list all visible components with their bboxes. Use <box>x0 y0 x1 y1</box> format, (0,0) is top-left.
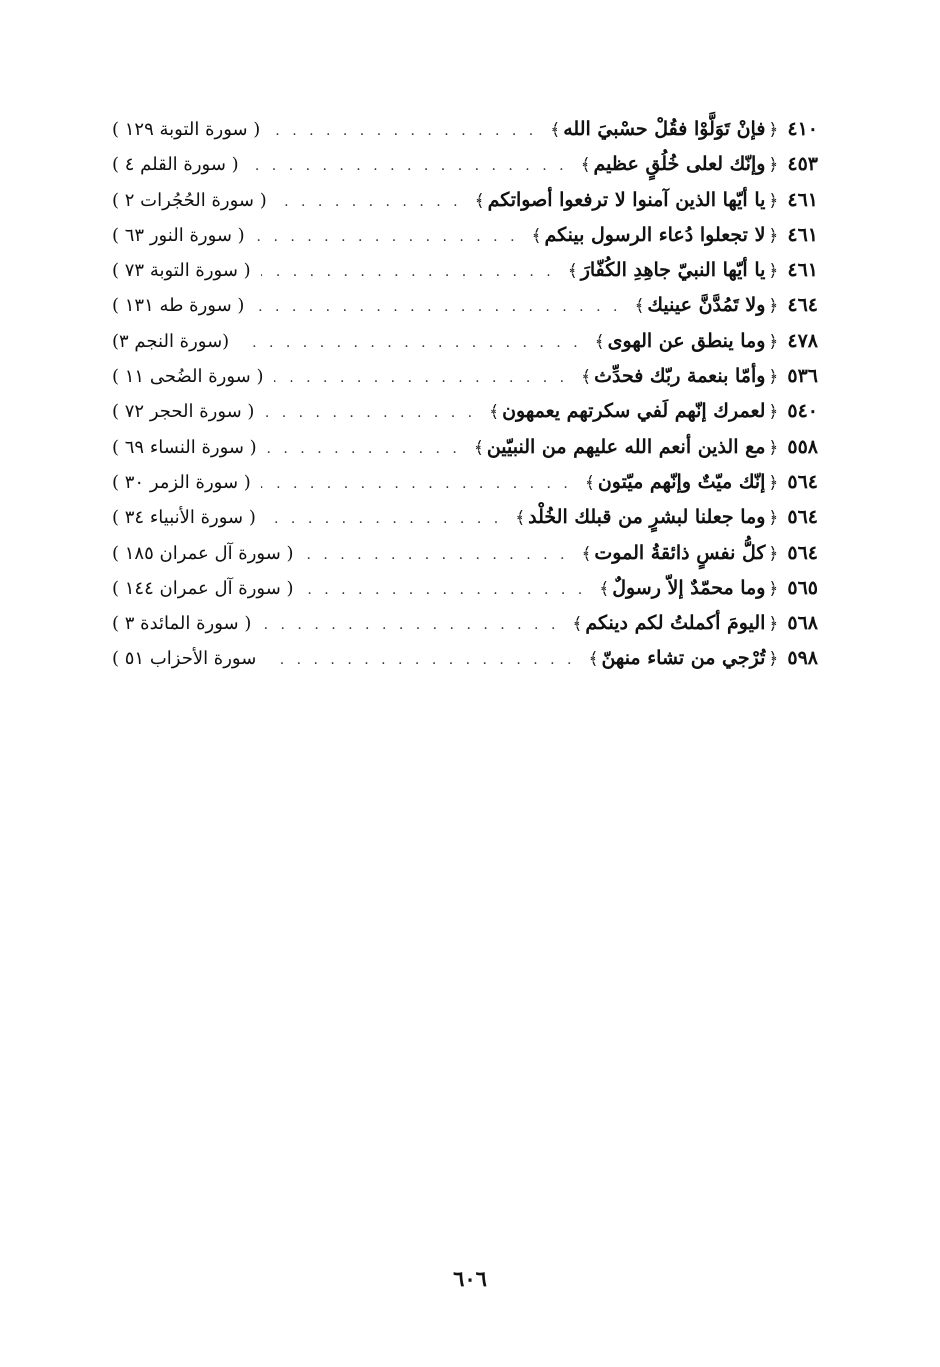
verse-close-bracket: ﴾ <box>531 225 542 246</box>
verse-text: تُرْجي من تشاء منهنّ <box>601 647 766 670</box>
index-entry <box>112 641 818 676</box>
index-entry <box>112 500 818 535</box>
entry-surah-reference: ( سورة آل عمران ١٤٤ ) <box>112 577 294 599</box>
dot-leader <box>270 114 537 149</box>
index-entry <box>112 324 818 359</box>
verse-text: يا أيّها النبيّ جاهِدِ الكُفّارَ <box>580 259 766 282</box>
verse-open-bracket: ﴿ <box>768 472 779 493</box>
dot-leader <box>274 361 569 396</box>
entry-verse <box>596 571 781 607</box>
entry-surah-reference: ( سورة آل عمران ١٨٥ ) <box>112 542 294 564</box>
index-entry <box>112 430 818 465</box>
entry-surah-reference: ( سورة التوبة ٧٣ ) <box>112 260 251 282</box>
index-entry <box>112 359 818 394</box>
verse-close-bracket: ﴾ <box>473 437 484 458</box>
verse-open-bracket: ﴿ <box>768 649 779 670</box>
index-entry <box>112 253 818 288</box>
entry-verse <box>578 147 782 183</box>
entry-page-number: ٥٦٤ <box>787 506 818 529</box>
index-entry <box>112 112 818 147</box>
verse-open-bracket: ﴿ <box>768 614 779 635</box>
verse-close-bracket: ﴾ <box>550 120 561 140</box>
entry-verse <box>582 465 782 501</box>
dot-leader <box>261 608 559 643</box>
index-entry <box>112 183 818 218</box>
entry-verse <box>512 500 781 536</box>
entry-verse <box>547 112 781 148</box>
dot-leader <box>261 255 555 290</box>
index-entry <box>112 465 818 500</box>
entry-verse <box>592 324 782 360</box>
entry-page-number: ٤١٠ <box>787 118 818 140</box>
index-entry <box>112 218 818 253</box>
verse-open-bracket: ﴿ <box>768 120 779 140</box>
dot-leader <box>239 326 581 361</box>
dot-leader <box>277 185 462 220</box>
verse-text: وإنّك لعلى خُلُقٍ عظيم <box>593 153 766 176</box>
entry-page-number: ٥٥٨ <box>787 435 818 458</box>
verse-text: مع الذين أنعم الله عليهم من النبيّين <box>486 435 766 458</box>
entry-surah-reference: ( سورة الحجر ٧٢ ) <box>112 401 255 423</box>
entry-verse <box>569 606 781 642</box>
verse-open-bracket: ﴿ <box>768 155 779 176</box>
verse-close-bracket: ﴾ <box>584 472 595 493</box>
entry-surah-reference: ( سورة الأنبياء ٣٤ ) <box>112 507 256 529</box>
entry-verse <box>471 430 782 466</box>
entry-page-number: ٤٦١ <box>787 259 818 282</box>
index-entry <box>112 394 818 429</box>
verse-close-bracket: ﴾ <box>634 296 645 317</box>
verse-text: وما محمّدٌ إلاّ رسولٌ <box>612 576 766 599</box>
entry-page-number: ٤٧٨ <box>787 329 818 352</box>
page-number: ٦٠٦ <box>453 1266 487 1291</box>
entry-surah-reference: سورة الأحزاب ٥١ ) <box>112 648 257 670</box>
verse-open-bracket: ﴿ <box>768 367 779 388</box>
verse-close-bracket: ﴾ <box>581 543 592 564</box>
entry-page-number: ٥٣٦ <box>787 365 818 388</box>
entry-surah-reference: ( سورة المائدة ٣ ) <box>112 613 252 635</box>
dot-leader <box>249 149 568 184</box>
verse-close-bracket: ﴾ <box>474 190 485 211</box>
verse-text: وما ينطق عن الهوى <box>607 329 766 352</box>
verse-close-bracket: ﴾ <box>572 614 583 635</box>
entry-verse <box>631 288 781 324</box>
entry-page-number: ٤٥٣ <box>787 153 818 176</box>
verse-text: يا أيّها الذين آمنوا لا ترفعوا أصواتكم <box>487 188 766 211</box>
index-entry <box>112 536 818 571</box>
dot-leader <box>264 396 476 431</box>
verse-text: وما جعلنا لبشرٍ من قبلك الخُلْد <box>528 506 766 529</box>
index-entry <box>112 288 818 323</box>
verse-close-bracket: ﴾ <box>599 578 610 599</box>
entry-verse <box>486 394 781 430</box>
entry-surah-reference: ( سورة طه ١٣١ ) <box>112 295 245 317</box>
verse-close-bracket: ﴾ <box>588 649 599 670</box>
verse-text: لا تجعلوا دُعاء الرسول بينكم <box>544 223 766 246</box>
verse-open-bracket: ﴿ <box>768 543 779 564</box>
verse-open-bracket: ﴿ <box>768 190 779 211</box>
dot-leader <box>304 538 569 573</box>
entry-page-number: ٥٦٥ <box>787 576 818 599</box>
index-entry <box>112 571 818 606</box>
verse-index-list <box>112 112 818 677</box>
verse-text: وأمّا بنعمة ربّك فحدِّث <box>594 365 766 388</box>
entry-verse <box>472 183 782 219</box>
entry-surah-reference: ( سورة النساء ٦٩ ) <box>112 436 257 458</box>
entry-page-number: ٥٦٤ <box>787 541 818 564</box>
verse-close-bracket: ﴾ <box>581 367 592 388</box>
entry-surah-reference: ( سورة الزمر ٣٠ ) <box>112 471 251 493</box>
entry-surah-reference: ( سورة القلم ٤ ) <box>112 154 239 176</box>
verse-open-bracket: ﴿ <box>768 225 779 246</box>
entry-verse <box>565 253 782 289</box>
verse-open-bracket: ﴿ <box>768 331 779 352</box>
entry-page-number: ٥٦٤ <box>787 470 818 493</box>
entry-verse <box>586 641 782 677</box>
entry-verse <box>578 536 781 572</box>
verse-text: كلُّ نفسٍ ذائقةُ الموت <box>594 541 766 564</box>
verse-open-bracket: ﴿ <box>768 578 779 599</box>
verse-text: إنّك ميّتٌ وإنّهم ميّتون <box>597 470 766 493</box>
entry-verse <box>578 359 781 395</box>
verse-close-bracket: ﴾ <box>594 331 605 352</box>
verse-open-bracket: ﴿ <box>768 402 779 423</box>
entry-surah-reference: (سورة النجم ٣) <box>112 330 230 352</box>
verse-text: لعمرك إنّهم لَفي سكرتهم يعمهون <box>502 400 766 423</box>
dot-leader <box>255 220 519 255</box>
entry-surah-reference: ( سورة التوبة ١٢٩ ) <box>112 119 261 140</box>
dot-leader <box>261 467 572 502</box>
entry-page-number: ٥٤٠ <box>787 400 818 423</box>
verse-open-bracket: ﴿ <box>768 437 779 458</box>
dot-leader <box>266 502 502 537</box>
entry-page-number: ٤٦١ <box>787 188 818 211</box>
verse-close-bracket: ﴾ <box>567 261 578 282</box>
entry-page-number: ٤٦٤ <box>787 294 818 317</box>
entry-surah-reference: ( سورة الحُجُرات ٢ ) <box>112 189 267 211</box>
dot-leader <box>267 432 461 467</box>
entry-page-number: ٥٩٨ <box>787 647 818 670</box>
dot-leader <box>266 643 575 678</box>
verse-open-bracket: ﴿ <box>768 261 779 282</box>
entry-verse <box>529 218 782 254</box>
entry-surah-reference: ( سورة النور ٦٣ ) <box>112 224 245 246</box>
verse-text: فإنْ تَوَلَّوْا فقُلْ حسْبيَ الله <box>563 118 766 140</box>
entry-surah-reference: ( سورة الضُحى ١١ ) <box>112 366 264 388</box>
dot-leader <box>304 573 587 608</box>
verse-text: اليومَ أكملتُ لكم دينكم <box>585 612 766 635</box>
verse-open-bracket: ﴿ <box>768 508 779 529</box>
entry-page-number: ٤٦١ <box>787 223 818 246</box>
index-entry <box>112 606 818 641</box>
verse-close-bracket: ﴾ <box>489 402 500 423</box>
dot-leader <box>254 290 621 325</box>
index-entry <box>112 147 818 182</box>
verse-close-bracket: ﴾ <box>580 155 591 176</box>
verse-close-bracket: ﴾ <box>515 508 526 529</box>
verse-open-bracket: ﴿ <box>768 296 779 317</box>
verse-text: ولا تَمُدَّنَّ عينيك <box>647 294 766 317</box>
entry-page-number: ٥٦٨ <box>787 612 818 635</box>
